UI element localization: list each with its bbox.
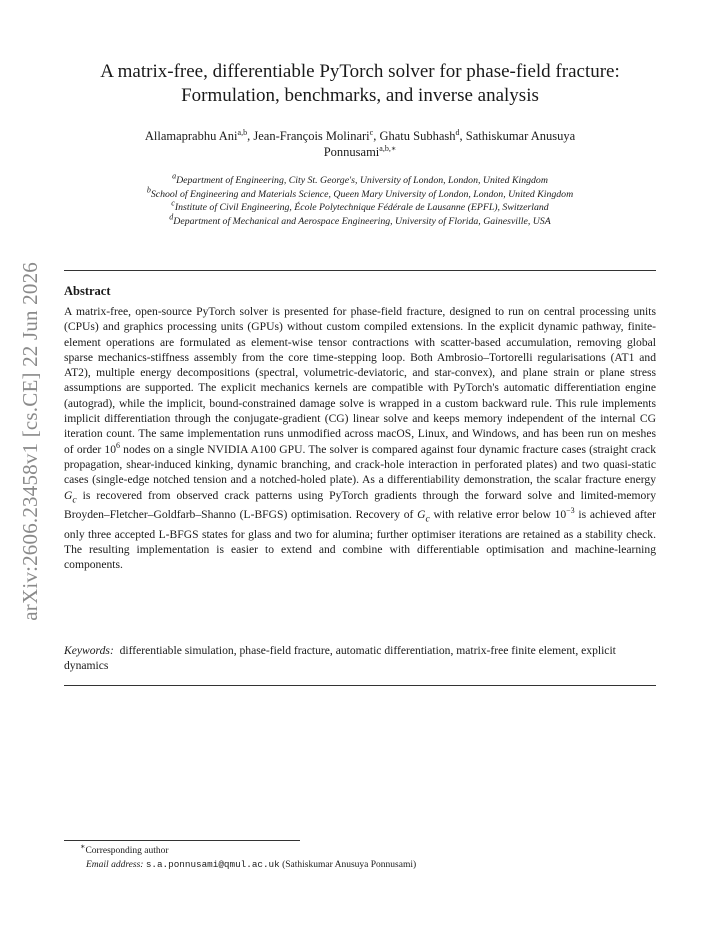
affiliation-list	[64, 171, 656, 228]
email-note: Email address: s.a.ponnusami@qmul.ac.uk (Sathiskumar Anusuya Ponnusami)	[86, 859, 417, 870]
author: Ghatu Subhash$^d$	[379, 127, 460, 143]
paper-title	[64, 60, 656, 108]
affiliation: $^c$Institute of Civil Engineering, École Polytechnique Fédérale de Lausanne (EPFL), Switzerland	[171, 198, 549, 214]
corresponding-author-note: ∗Corresponding author	[80, 841, 169, 856]
abstract-heading: Abstract	[64, 284, 111, 298]
author-line-1: Allamaprabhu Ani$^{a,b}$, Jean-François Molinari$^c$, Ghatu Subhash$^d$, Sathiskumar Anusuya	[144, 127, 576, 143]
author: Jean-François Molinari$^c$	[253, 127, 374, 143]
abstract-bottom-rule	[64, 685, 656, 686]
author-first-name-part: Sathiskumar Anusuya	[465, 129, 576, 143]
keywords-label: Keywords:	[64, 644, 114, 657]
paper-title-line2: Formulation, benchmarks, and inverse analysis	[181, 85, 539, 106]
author: Allamaprabhu Ani$^{a,b}$	[144, 127, 248, 143]
author-last-name-part: Ponnusami	[323, 145, 380, 159]
affiliation: $^d$Department of Mechanical and Aerospace Engineering, University of Florida, Gainesville, USA	[169, 212, 551, 227]
paper-title-line1: A matrix-free, differentiable PyTorch solver for phase-field fracture:	[100, 61, 620, 82]
keywords	[64, 643, 656, 674]
keywords-text: differentiable simulation, phase-field fracture, automatic differentiation, matrix-free finite element, explicit dynamics	[64, 644, 616, 673]
abstract-text: A matrix-free, open-source PyTorch solver is presented for phase-field fracture, designed to run on central processing units (CPUs) and graphics processing units (GPUs) without custom compiled extensions. In the explicit dynamic pathway, finite-element operations are formulated as element-wise tensor contractions with scatter-based accumulation, removing global sparse mechanics-stiffness assembly from the core time-stepping loop. Both Ambrosio–Tortorelli regularisations (AT1 and AT2), multiple energy decompositions (spectral, volumetric-deviatoric, and star-convex), and plane strain or plane stress assumptions are supported. The explicit mechanics kernels are compatible with PyTorch's automatic differentiation engine (autograd), while the implicit, bound-constrained damage solve is wrapped in a custom backward rule. This rule implements implicit differentiation through the conjugate-gradient (CG) linear solve and keeps memory independent of the internal CG iteration count. The same implementation runs unmodified across macOS, Linux, and Windows, and has been run on meshes of order $10^6$ nodes on a single NVIDIA A100 GPU. The solver is compared against four dynamic fracture cases (straight crack propagation, shear-induced kinking, dynamic branching, and crack-hole interaction in perforated plates) and two quasi-static cases (single-edge notched tension and a notched-holed plate). As a differentiability demonstration, the scalar fracture energy $G_c$ is recovered from observed crack patterns using PyTorch gradients through the forward solve and limited-memory Broyden–Fletcher–Goldfarb–Shanno (L-BFGS) optimisation. Recovery of $G_c$ with relative error below $10^{-3}$ is achieved after only three accepted L-BFGS states for glass and two for alumina; further optimiser iterations are retained as a stability check. The resulting implementation is easier to extend and combine with differentiable optimisation and machine-learning components.	[64, 305, 656, 572]
author-line-2: Ponnusami$^{a,b,∗}$	[323, 143, 397, 159]
affiliation: $^a$Department of Engineering, City St. George's, University of London, London, United Kingdom	[172, 171, 548, 186]
arxiv-identifier: arXiv:2606.23458v1 [cs.CE] 22 Jun 2026	[18, 262, 42, 621]
footnotes	[64, 841, 656, 872]
footnote-rule	[64, 840, 300, 841]
email-link[interactable]: s.a.ponnusami@qmul.ac.uk	[145, 859, 280, 870]
affiliation: $^b$School of Engineering and Materials Science, Queen Mary University of London, London, United Kingdom	[146, 185, 574, 200]
abstract-top-rule	[64, 270, 656, 271]
author-list	[64, 128, 656, 160]
